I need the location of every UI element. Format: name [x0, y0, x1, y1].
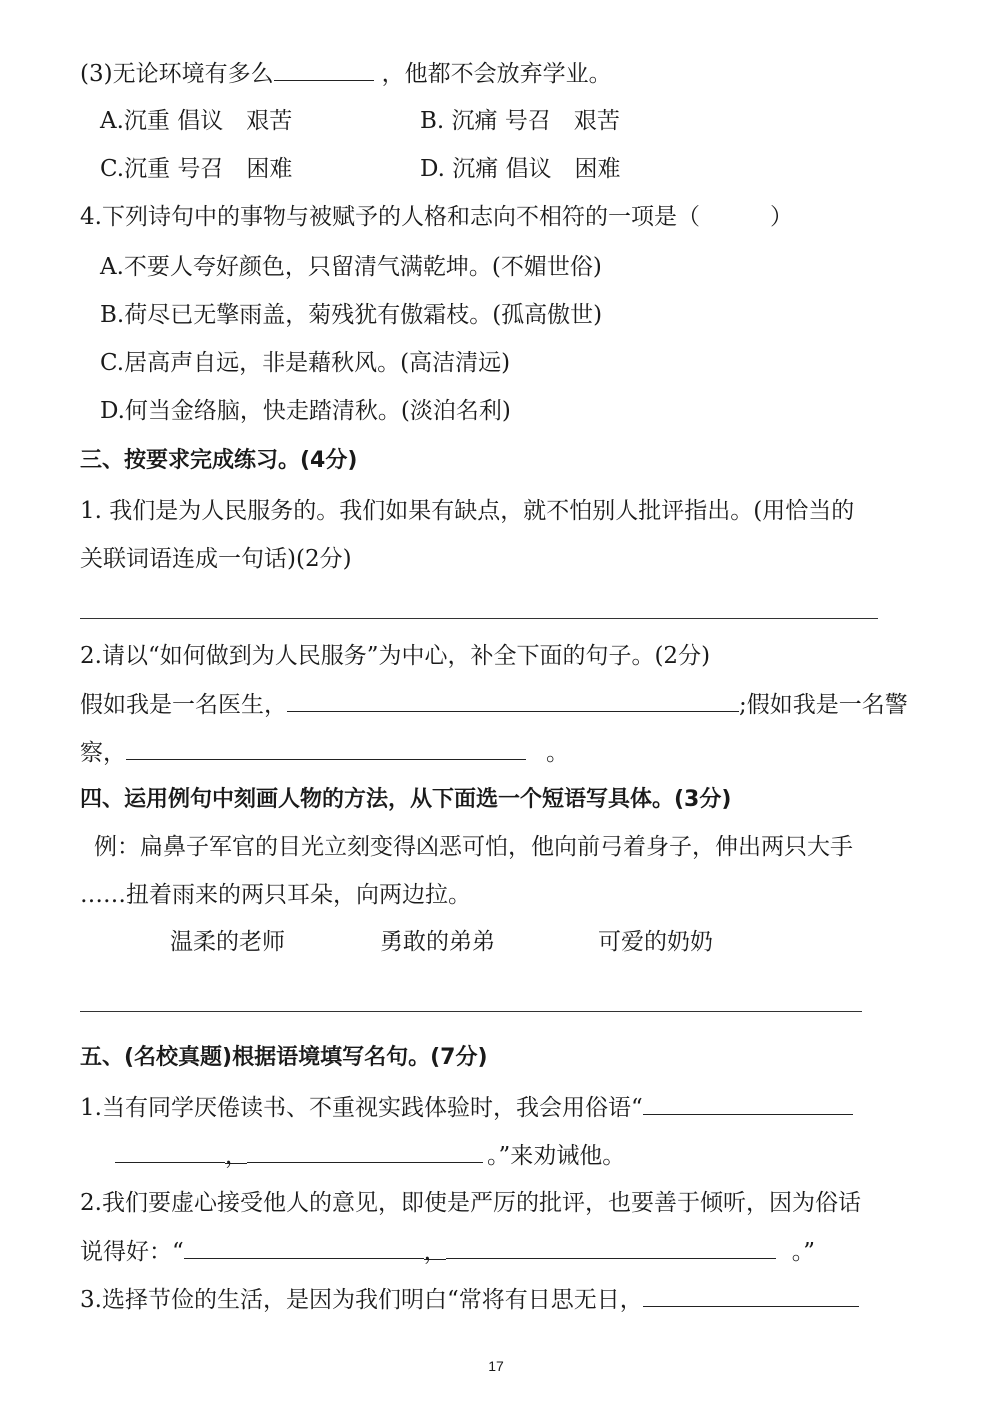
sec5-q1-line1: 1.当有同学厌倦读书、不重视实践体验时，我会用俗语“	[80, 1092, 853, 1123]
sec3-q2-stem: 2.请以“如何做到为人民服务”为中心，补全下面的句子。(2分)	[80, 643, 711, 669]
sec5-q2-blank-1[interactable]	[184, 1236, 424, 1259]
sec4-phrase-2[interactable]: 勇敢的弟弟	[380, 929, 495, 955]
sec5-q2-line2: 说得好：“ ， 。”	[80, 1236, 815, 1267]
q4-option-a[interactable]: A.不要人夸好颜色，只留清气满乾坤。(不媚世俗)	[100, 254, 602, 280]
sec5-q1-blank-2[interactable]	[115, 1140, 225, 1163]
sec5-q2-line1: 2.我们要虚心接受他人的意见，即使是严厉的批评，也要善于倾听，因为俗话	[80, 1190, 861, 1216]
q3-option-a[interactable]: A.沉重 倡议 艰苦	[100, 108, 293, 134]
sec3-q2-blank-police[interactable]	[126, 737, 526, 760]
q3-blank[interactable]	[274, 58, 374, 81]
sec4-example-line1: 例：扁鼻子军官的目光立刻变得凶恶可怕，他向前弓着身子，伸出两只大手	[94, 834, 853, 860]
sec5-q2-blank-2[interactable]	[446, 1236, 776, 1259]
q4-option-c[interactable]: C.居高声自远，非是藉秋风。(高洁清远)	[100, 350, 511, 376]
sec4-phrase-1[interactable]: 温柔的老师	[170, 929, 285, 955]
section-3-heading: 三、按要求完成练习。(4分)	[80, 448, 358, 473]
sec4-example-line2: ……扭着雨来的两只耳朵，向两边拉。	[80, 882, 471, 908]
sec5-q1-blank-3[interactable]	[247, 1140, 483, 1163]
sec5-q1-blank-1[interactable]	[643, 1092, 853, 1115]
section-5-heading: 五、(名校真题)根据语境填写名句。(7分)	[80, 1045, 488, 1070]
sec3-q2-blank-doctor[interactable]	[287, 689, 739, 712]
q4-stem: 4.下列诗句中的事物与被赋予的人格和志向不相符的一项是（ ）	[80, 204, 793, 230]
section-4-heading: 四、运用例句中刻画人物的方法，从下面选一个短语写具体。(3分)	[80, 787, 732, 812]
q3-option-b[interactable]: B. 沉痛 号召 艰苦	[420, 108, 620, 134]
sec3-q2-line-b: 察， 。	[80, 737, 569, 768]
q3-option-c[interactable]: C.沉重 号召 困难	[100, 156, 293, 182]
q3-option-d[interactable]: D. 沉痛 倡议 困难	[420, 156, 621, 182]
sec5-q1-line2: ， 。”来劝诫他。	[115, 1140, 625, 1171]
sec5-q3-line1: 3.选择节俭的生活，是因为我们明白“常将有日思无日，	[80, 1284, 859, 1315]
page-number: 17	[488, 1358, 504, 1374]
sec3-q1-line1: 1. 我们是为人民服务的。我们如果有缺点，就不怕别人批评指出。(用恰当的	[80, 498, 855, 524]
q4-option-b[interactable]: B.荷尽已无擎雨盖，菊残犹有傲霜枝。(孤高傲世)	[100, 302, 603, 328]
sec3-q2-line-a: 假如我是一名医生， ;假如我是一名警	[80, 689, 908, 720]
q3-stem: (3)无论环境有多么 ，他都不会放弃学业。	[80, 58, 612, 89]
sec5-q3-blank-1[interactable]	[643, 1284, 859, 1307]
sec4-answer-line[interactable]	[80, 1011, 862, 1012]
sec4-phrase-3[interactable]: 可爱的奶奶	[598, 929, 713, 955]
q4-option-d[interactable]: D.何当金络脑，快走踏清秋。(淡泊名利)	[100, 398, 511, 424]
sec3-q1-answer-line[interactable]	[80, 618, 878, 619]
sec3-q1-line2: 关联词语连成一句话)(2分)	[80, 546, 352, 572]
